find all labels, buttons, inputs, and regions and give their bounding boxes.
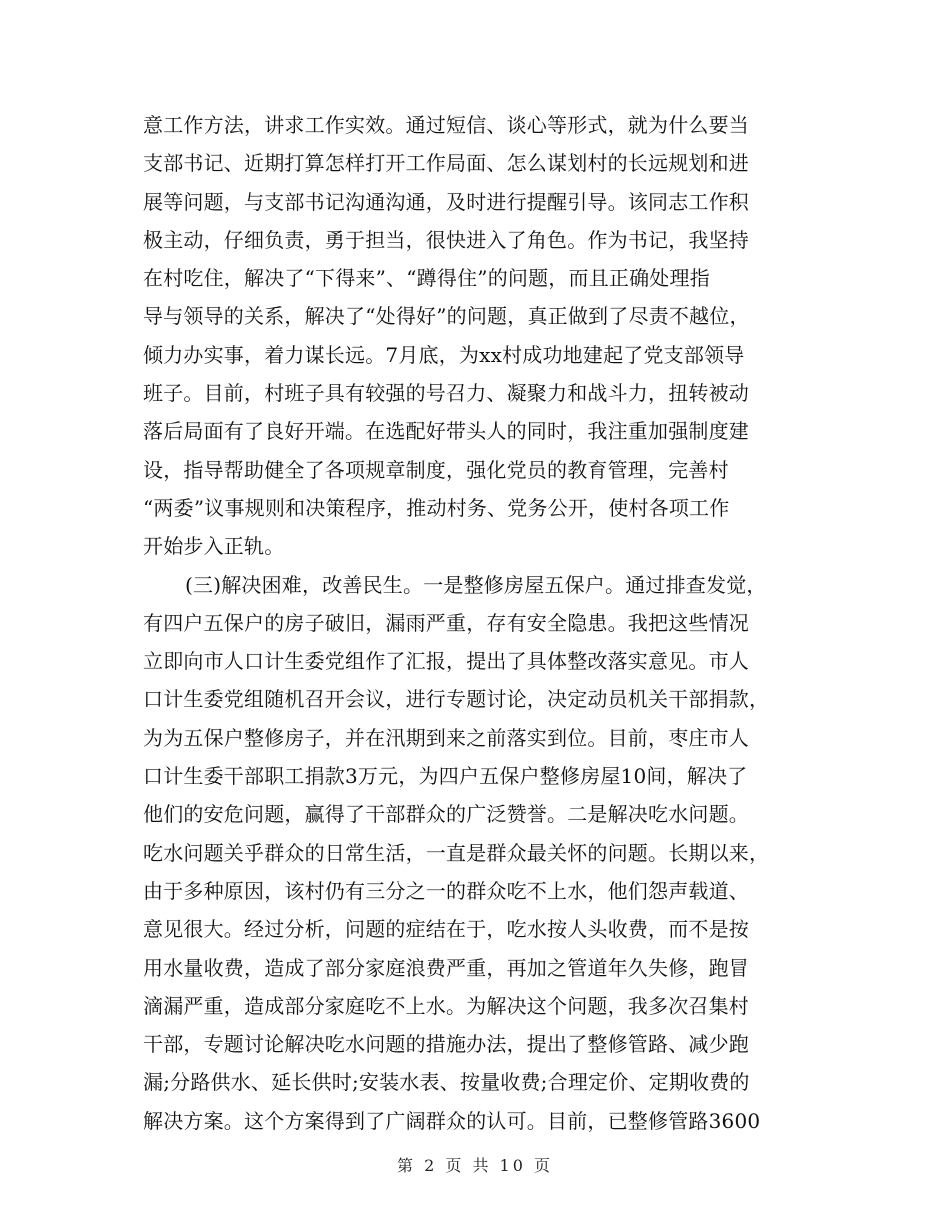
- text-line: 导与领导的关系，解决了“处得好”的问题，真正做到了尽责不越位，: [143, 304, 750, 329]
- text-line: 立即向市人口计生委党组作了汇报，提出了具体整改落实意见。市人: [143, 649, 749, 674]
- text-line: 在村吃住，解决了“下得来”、“蹲得住”的问题，而且正确处理指: [143, 266, 710, 291]
- text-line: 口计生委党组随机召开会议，进行专题讨论，决定动员机关干部捐款，: [143, 687, 770, 712]
- text-line: 漏;分路供水、延长供时;安装水表、按量收费;合理定价、定期收费的: [143, 1070, 750, 1095]
- text-line: 倾力办实事，着力谋长远。7月底，为xx村成功地建起了党支部领导: [143, 342, 745, 367]
- text-line: “两委”议事规则和决策程序，推动村务、党务公开，使村各项工作: [143, 495, 730, 520]
- page-number-label: 第 2 页 共 10 页: [397, 1156, 553, 1175]
- text-line: 意工作方法，讲求工作实效。通过短信、谈心等形式，就为什么要当: [143, 113, 749, 137]
- text-line: 口计生委干部职工捐款3万元，为四户五保户整修房屋10间，解决了: [143, 764, 748, 789]
- text-line: 设，指导帮助健全了各项规章制度，强化党员的教育管理，完善村: [143, 457, 729, 482]
- text-line: 吃水问题关乎群众的日常生活，一直是群众最关怀的问题。长期以来，: [143, 840, 770, 865]
- page-footer: [0, 1153, 950, 1176]
- text-line: 用水量收费，造成了部分家庭浪费严重，再加之管道年久失修，跑冒: [143, 955, 749, 980]
- text-line: 展等问题，与支部书记沟通沟通，及时进行提醒引导。该同志工作积: [143, 189, 749, 214]
- text-line: 班子。目前，村班子具有较强的号召力、凝聚力和战斗力，扭转被动: [143, 381, 749, 406]
- text-line: 支部书记、近期打算怎样打开工作局面、怎么谋划村的长远规划和进: [143, 151, 749, 176]
- text-line: 解决方案。这个方案得到了广阔群众的认可。目前，已整修管路3600: [143, 1108, 761, 1133]
- text-line: 为为五保户整修房子，并在汛期到来之前落实到位。目前，枣庄市人: [143, 725, 749, 750]
- text-line: 滴漏严重，造成部分家庭吃不上水。为解决这个问题，我多次召集村: [143, 993, 749, 1018]
- body-text: [143, 106, 823, 1140]
- text-line: 极主动，仔细负责，勇于担当，很快进入了角色。作为书记，我坚持: [143, 227, 749, 252]
- text-line: 意见很大。经过分析，问题的症结在于，吃水按人头收费，而不是按: [143, 917, 749, 942]
- text-line: 他们的安危问题，赢得了干部群众的广泛赞誉。二是解决吃水问题。: [143, 802, 749, 827]
- text-line: 干部，专题讨论解决吃水问题的措施办法，提出了整修管路、减少跑: [143, 1032, 749, 1057]
- text-line: 开始步入正轨。: [143, 534, 285, 559]
- paragraph-start-line: (三)解决困难，改善民生。一是整修房屋五保户。通过排查发觉，: [185, 572, 767, 597]
- text-line: 由于多种原因，该村仍有三分之一的群众吃不上水，他们怨声载道、: [143, 878, 749, 903]
- text-line: 有四户五保户的房子破旧，漏雨严重，存有安全隐患。我把这些情况: [143, 610, 749, 635]
- text-line: 落后局面有了良好开端。在选配好带头人的同时，我注重加强制度建: [143, 419, 749, 444]
